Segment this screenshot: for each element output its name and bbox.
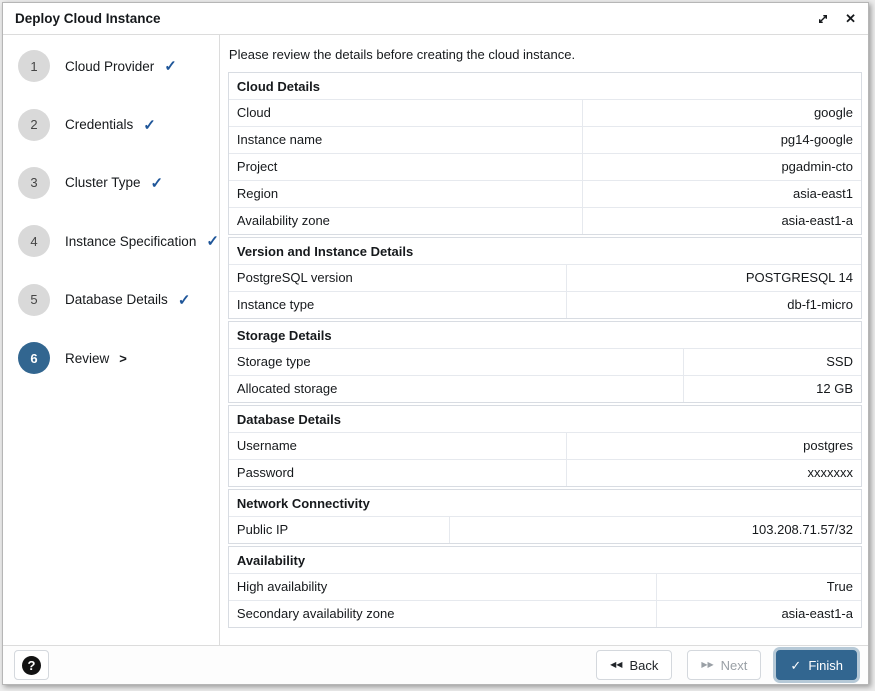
detail-row-allocated-storage: Allocated storage 12 GB	[229, 375, 861, 402]
step-done-check-icon: ✓	[177, 291, 191, 309]
detail-row-instance-type: Instance type db-f1-micro	[229, 291, 861, 318]
section-title: Version and Instance Details	[236, 244, 414, 259]
detail-row-postgresql-version: PostgreSQL version POSTGRESQL 14	[229, 264, 861, 291]
review-panel	[220, 35, 868, 645]
section-database-details	[228, 405, 862, 487]
step-done-check-icon: ✓	[143, 116, 156, 134]
section-title: Cloud Details	[236, 79, 320, 94]
wizard-step-database-details[interactable]	[3, 271, 219, 329]
step-done-check-icon: ✓	[206, 233, 219, 251]
detail-row-instance-name: Instance name pg14-google	[229, 126, 861, 153]
detail-row-secondary-availability-zone: Secondary availability zone asia-east1-a	[229, 600, 861, 627]
step-number-badge: 1	[18, 50, 50, 82]
dialog-titlebar[interactable]	[3, 3, 868, 35]
detail-row-password: Password xxxxxxx	[229, 459, 861, 486]
wizard-step-instance-specification[interactable]	[3, 212, 219, 270]
next-icon: ▶▶	[701, 660, 714, 669]
wizard-step-list	[3, 35, 220, 645]
step-label: Cluster Type	[65, 175, 141, 191]
dialog-body	[3, 35, 868, 645]
detail-row-public-ip: Public IP 103.208.71.57/32	[229, 516, 861, 543]
section-storage-details	[228, 321, 862, 403]
finish-button[interactable]	[776, 650, 857, 680]
maximize-icon[interactable]	[817, 13, 829, 25]
help-button[interactable]	[14, 650, 49, 680]
step-label: Database Details	[65, 292, 168, 308]
step-label: Instance Specification	[65, 233, 197, 249]
section-version-instance-details	[228, 237, 862, 319]
detail-row-availability-zone: Availability zone asia-east1-a	[229, 207, 861, 234]
back-button[interactable]	[596, 650, 672, 680]
section-title: Database Details	[236, 412, 341, 427]
review-intro-text: Please review the details before creating the cloud instance.	[228, 47, 576, 62]
step-number-badge: 3	[18, 167, 50, 199]
step-label: Review	[65, 350, 110, 366]
deploy-cloud-instance-dialog	[2, 2, 869, 685]
wizard-step-review[interactable]	[3, 329, 219, 387]
dialog-footer	[3, 645, 868, 684]
dialog-title: Deploy Cloud Instance	[15, 11, 161, 26]
wizard-step-credentials[interactable]	[3, 95, 219, 153]
section-network-connectivity	[228, 489, 862, 544]
step-current-chevron-icon: >	[119, 350, 127, 366]
step-number-badge: 4	[18, 225, 50, 257]
detail-row-high-availability: High availability True	[229, 573, 861, 600]
wizard-step-cloud-provider[interactable]	[3, 37, 219, 95]
step-number-badge: 2	[18, 109, 50, 141]
next-button[interactable]	[687, 650, 761, 680]
help-icon: ?	[22, 656, 41, 675]
step-number-badge: 6	[18, 342, 50, 374]
detail-row-cloud: Cloud google	[229, 99, 861, 126]
next-button-label: Next	[720, 657, 748, 673]
wizard-step-cluster-type[interactable]	[3, 154, 219, 212]
step-number-badge: 5	[18, 284, 50, 316]
section-title: Storage Details	[236, 328, 332, 343]
close-icon[interactable]: ✕	[845, 11, 856, 26]
finish-button-label: Finish	[808, 657, 843, 673]
section-availability	[228, 546, 862, 628]
step-label: Cloud Provider	[65, 58, 155, 74]
detail-row-region: Region asia-east1	[229, 180, 861, 207]
back-icon: ◀◀	[610, 660, 623, 669]
section-title: Availability	[236, 553, 306, 568]
back-button-label: Back	[629, 657, 659, 673]
step-label: Credentials	[65, 117, 134, 133]
section-title: Network Connectivity	[236, 496, 370, 511]
section-cloud-details	[228, 72, 862, 235]
finish-check-icon: ✓	[790, 657, 802, 673]
step-done-check-icon: ✓	[150, 174, 164, 192]
step-done-check-icon: ✓	[164, 58, 177, 76]
detail-row-username: Username postgres	[229, 432, 861, 459]
detail-row-project: Project pgadmin-cto	[229, 153, 861, 180]
detail-row-storage-type: Storage type SSD	[229, 348, 861, 375]
